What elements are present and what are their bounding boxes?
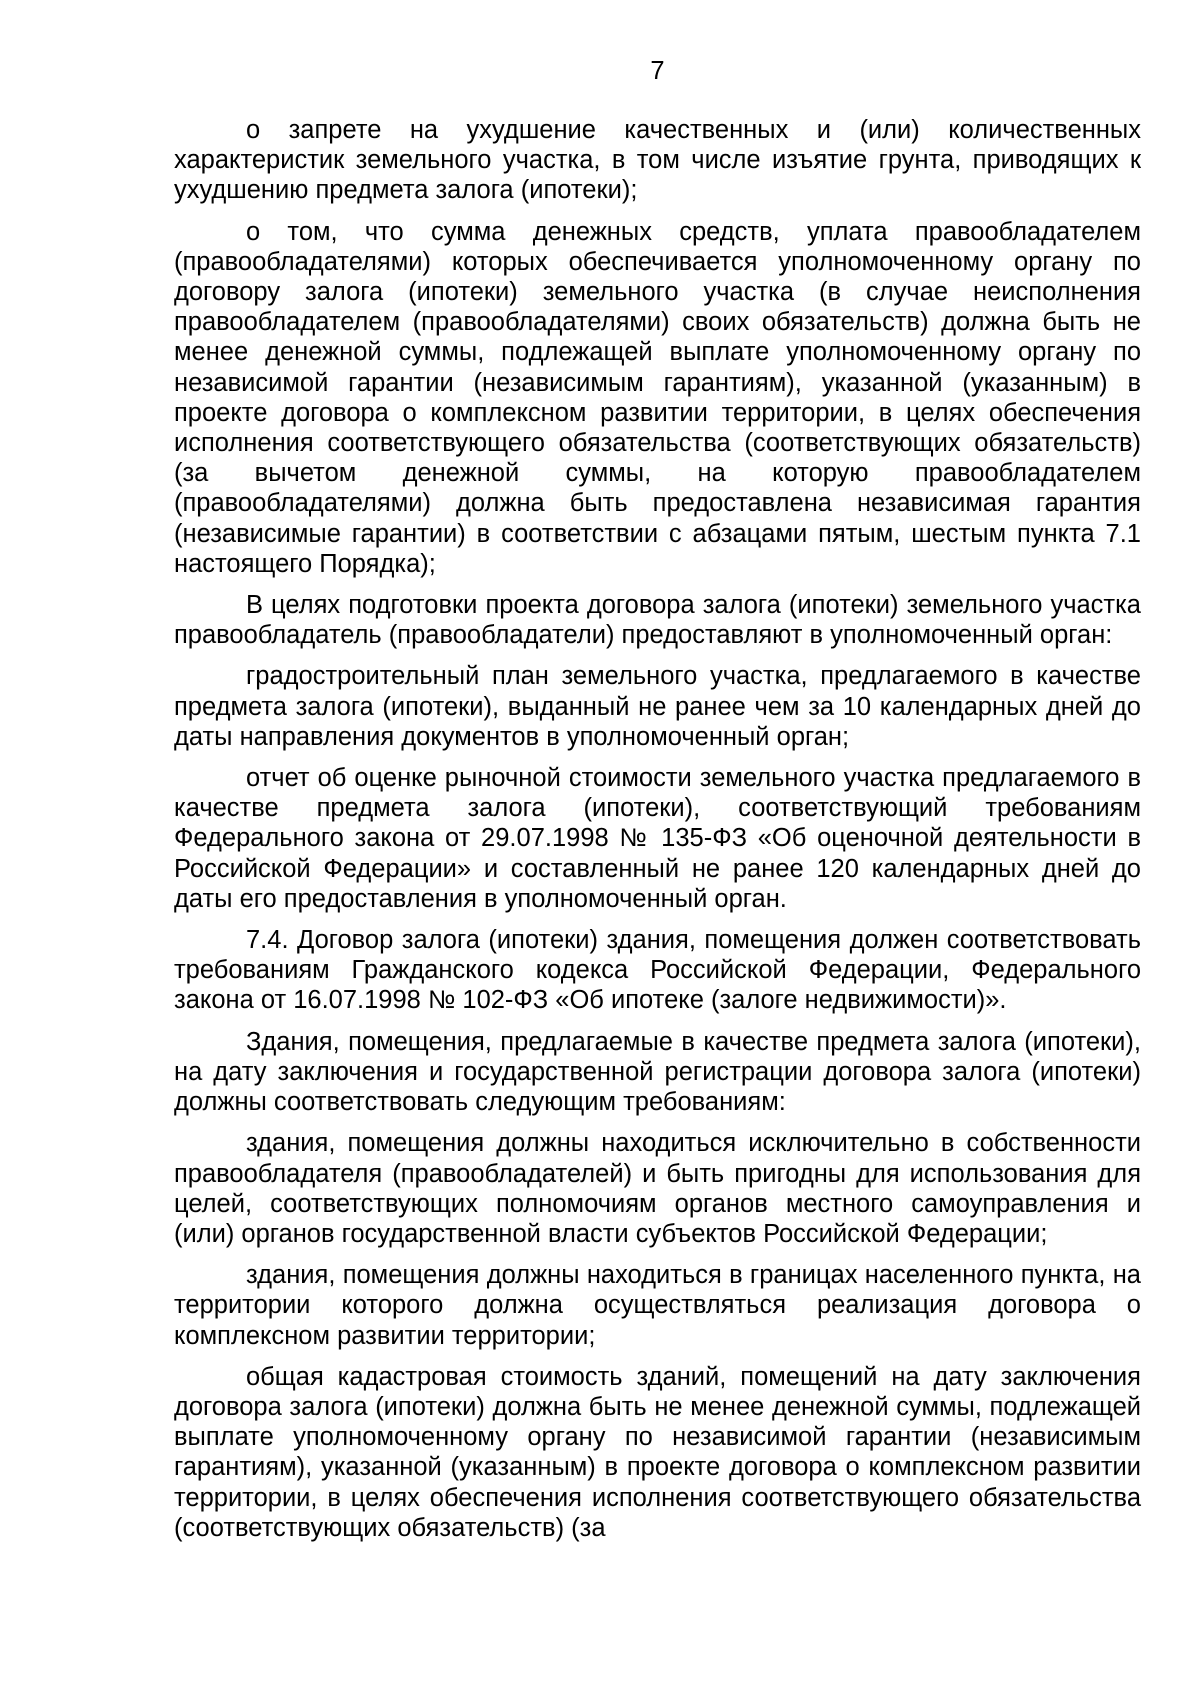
paragraph-8: здания, помещения должны находиться исключительно в собственности правообладателя (правообладателей) и быть пригодны для использования для целей, соответствующих полномочиям органов местного самоуправления и (или) органов государственной власти субъектов Российской Федерации; bbox=[174, 1129, 1141, 1248]
paragraph-7: Здания, помещения, предлагаемые в качестве предмета залога (ипотеки), на дату заключения и государственной регистрации договора залога (ипотеки) должны соответствовать следующим требованиям: bbox=[174, 1027, 1141, 1117]
paragraph-1: о запрете на ухудшение качественных и (или) количественных характеристик земельного участка, в том числе изъятие грунта, приводящих к ухудшению предмета залога (ипотеки); bbox=[174, 116, 1141, 205]
paragraph-10: общая кадастровая стоимость зданий, помещений на дату заключения договора залога (ипотеки) должна быть не менее денежной суммы, подлежащей выплате уполномоченному органу по независимой гарантии (независимым гарантиям), указанной (указанным) в проекте договора о комплексном развитии территории, в целях обеспечения исполнения соответствующего обязательства (соответствующих обязательств) (за bbox=[174, 1362, 1141, 1542]
paragraph-3: В целях подготовки проекта договора залога (ипотеки) земельного участка правообладатель (правообладатели) предоставляют в уполномоченный орган: bbox=[174, 591, 1141, 650]
paragraph-9: здания, помещения должны находиться в границах населенного пункта, на территории которого должна осуществляться реализация договора о комплексном развитии территории; bbox=[174, 1261, 1141, 1350]
paragraph-2: о том, что сумма денежных средств, уплата правообладателем (правообладателями) которых обеспечивается уполномоченному органу по договору залога (ипотеки) земельного участка (в случае неисполнения правообладателем (правообладателями) своих обязательств) должна быть не менее денежной суммы, подлежащей выплате уполномоченному органу по независимой гарантии (независимым гарантиям), указанной (указанным) в проекте договора о комплексном развитии территории, в целях обеспечения исполнения соответствующего обязательства (соответствующих обязательств) (за вычетом денежной суммы, на которую правообладателем (правообладателями) должна быть предоставлена независимая гарантия (независимые гарантии) в соответствии с абзацами пятым, шестым пункта 7.1 настоящего Порядка); bbox=[174, 217, 1141, 578]
document-body bbox=[174, 115, 1141, 1554]
paragraph-6: 7.4. Договор залога (ипотеки) здания, помещения должен соответствовать требованиям Гражданского кодекса Российской Федерации, Федерального закона от 16.07.1998 № 102-ФЗ «Об ипотеке (залоге недвижимости)». bbox=[174, 926, 1141, 1015]
page-number: 7 bbox=[650, 57, 665, 85]
paragraph-5: отчет об оценке рыночной стоимости земельного участка предлагаемого в качестве предмета залога (ипотеки), соответствующий требованиям Федерального закона от 29.07.1998 № 135-ФЗ «Об оценочной деятельности в Российской Федерации» и составленный не ранее 120 календарных дней до даты его предоставления в уполномоченный орган. bbox=[174, 764, 1141, 913]
paragraph-4: градостроительный план земельного участка, предлагаемого в качестве предмета залога (ипотеки), выданный не ранее чем за 10 календарных дней до даты направления документов в уполномоченный орган; bbox=[174, 662, 1141, 751]
